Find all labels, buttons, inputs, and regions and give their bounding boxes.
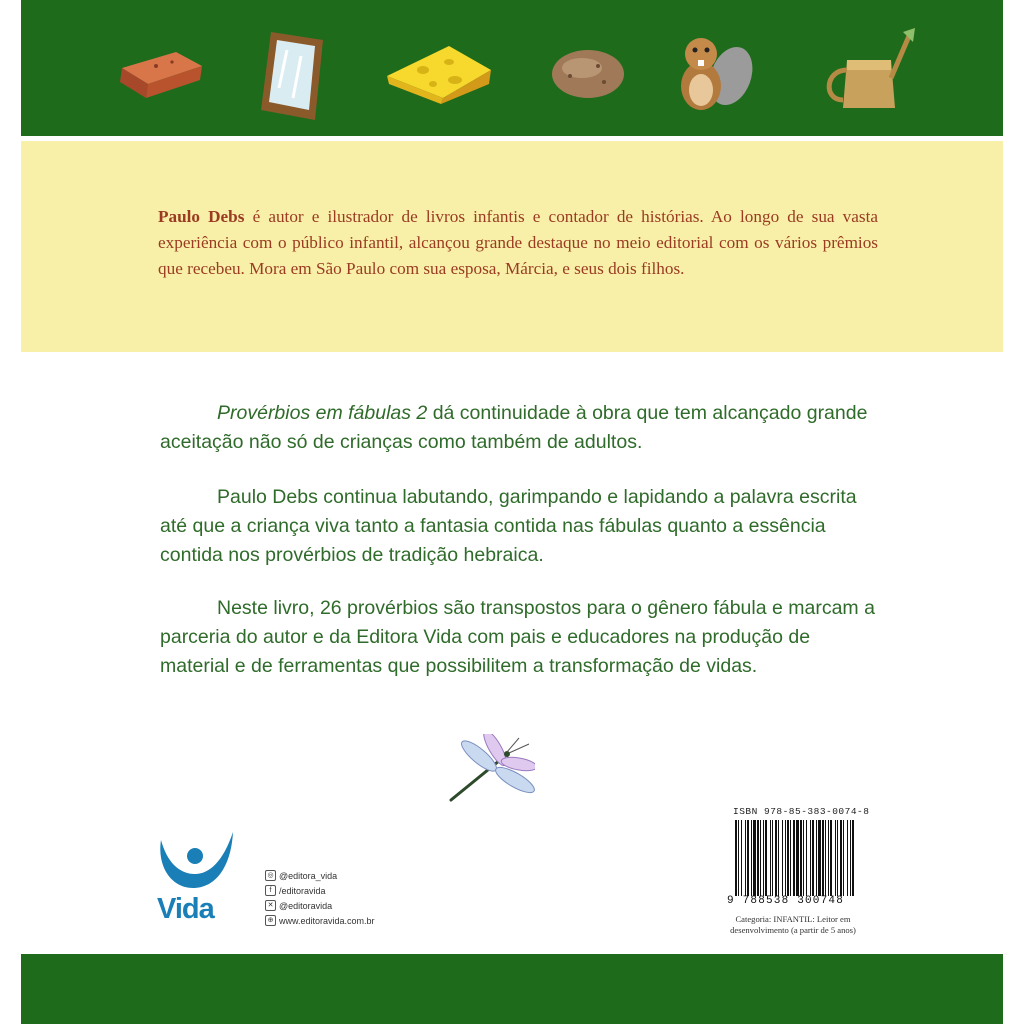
book-title: Provérbios em fábulas 2 [217, 402, 428, 424]
barcode-bar [757, 820, 759, 896]
watering-can-icon [817, 26, 917, 114]
barcode-bar [751, 820, 752, 896]
barcode-bar [785, 820, 786, 896]
facebook-icon: f [265, 885, 276, 896]
barcode-bar [738, 820, 739, 896]
publisher-logo-text: Vida [157, 893, 214, 925]
barcode-bar [822, 820, 824, 896]
barcode-bar [765, 820, 767, 896]
author-bio-text: é autor e ilustrador de livros infantis e contador de histórias. Ao longo de sua vasta experiência com o público infantil, alcançou grande destaque no meio editorial com os vários prêmios que recebeu. Mora em São Paulo com sua esposa, Márcia, e seus dois filhos. [158, 207, 878, 278]
barcode-bar [818, 820, 821, 896]
mirror-icon [257, 28, 327, 124]
barcode-bar [812, 820, 814, 896]
barcode-bar [760, 820, 761, 896]
web-icon: ⊕ [265, 915, 276, 926]
barcode-bar [843, 820, 844, 896]
barcode-bar [830, 820, 832, 896]
barcode-bar [787, 820, 789, 896]
barcode-bar [806, 820, 807, 896]
barcode-bar [763, 820, 764, 896]
barcode-bar [745, 820, 746, 896]
description-paragraph-3: Neste livro, 26 provérbios são transpostos para o gênero fábula e marcam a parceria do autor e da Editora Vida com pais e educadores na produção de material e de ferramentas que possibilitem a transformação de vidas. [160, 597, 875, 677]
social-facebook-label: /editoravida [279, 885, 326, 896]
potato-icon [548, 46, 628, 102]
social-twitter-label: @editoravida [279, 900, 333, 911]
barcode [733, 820, 857, 896]
barcode-bar [810, 820, 811, 896]
barcode-bar [803, 820, 804, 896]
social-instagram-label: @editora_vida [279, 870, 338, 881]
barcode-bar [782, 820, 783, 896]
social-website-label: www.editoravida.com.br [279, 915, 375, 926]
back-cover [21, 0, 1003, 1024]
isbn-label: ISBN 978-85-383-0074-8 [733, 806, 870, 817]
barcode-bar [852, 820, 854, 896]
instagram-icon: ◎ [265, 870, 276, 881]
twitter-icon: ✕ [265, 900, 276, 911]
barcode-bar [778, 820, 779, 896]
social-twitter[interactable] [265, 898, 375, 913]
barcode-bar [835, 820, 836, 896]
barcode-bar [828, 820, 829, 896]
barcode-bar [735, 820, 737, 896]
description-paragraph-1 [160, 399, 882, 457]
description-paragraph-2: Paulo Debs continua labutando, garimpando e lapidando a palavra escrita até que a criança viva tanto a fantasia contida nas fábulas quanto a essência contida nos provérbios de tradição hebraica. [160, 486, 857, 566]
barcode-bar [741, 820, 742, 896]
author-name: Paulo Debs [158, 207, 245, 226]
barcode-bar [793, 820, 795, 896]
social-links [265, 868, 375, 928]
barcode-bar [840, 820, 842, 896]
top-illustration-band [21, 0, 1003, 136]
description-paragraph-1-text: dá continuidade à obra que tem alcançado grande aceitação não só de crianças como também de adultos. [160, 402, 868, 453]
barcode-bar [816, 820, 817, 896]
bottom-green-band [21, 954, 1003, 1024]
social-facebook[interactable] [265, 883, 375, 898]
barcode-bar [796, 820, 799, 896]
barcode-bar [747, 820, 749, 896]
social-instagram[interactable] [265, 868, 375, 883]
barcode-bar [772, 820, 773, 896]
cheese-icon [383, 40, 495, 106]
barcode-bar [775, 820, 777, 896]
beaver-icon [671, 32, 757, 116]
author-bio [158, 204, 878, 282]
barcode-bar [770, 820, 771, 896]
barcode-bar [847, 820, 848, 896]
barcode-bar [837, 820, 838, 896]
barcode-bar [850, 820, 851, 896]
dragonfly-icon [445, 734, 535, 806]
barcode-bar [790, 820, 791, 896]
barcode-bar [753, 820, 756, 896]
brick-icon [116, 40, 208, 100]
barcode-number: 9 788538 300748 [727, 895, 845, 907]
book-category: Categoria: INFANTIL: Leitor em desenvolvimento (a partir de 5 anos) [730, 914, 856, 935]
social-website[interactable] [265, 913, 375, 928]
barcode-bar [800, 820, 802, 896]
barcode-bar [825, 820, 826, 896]
